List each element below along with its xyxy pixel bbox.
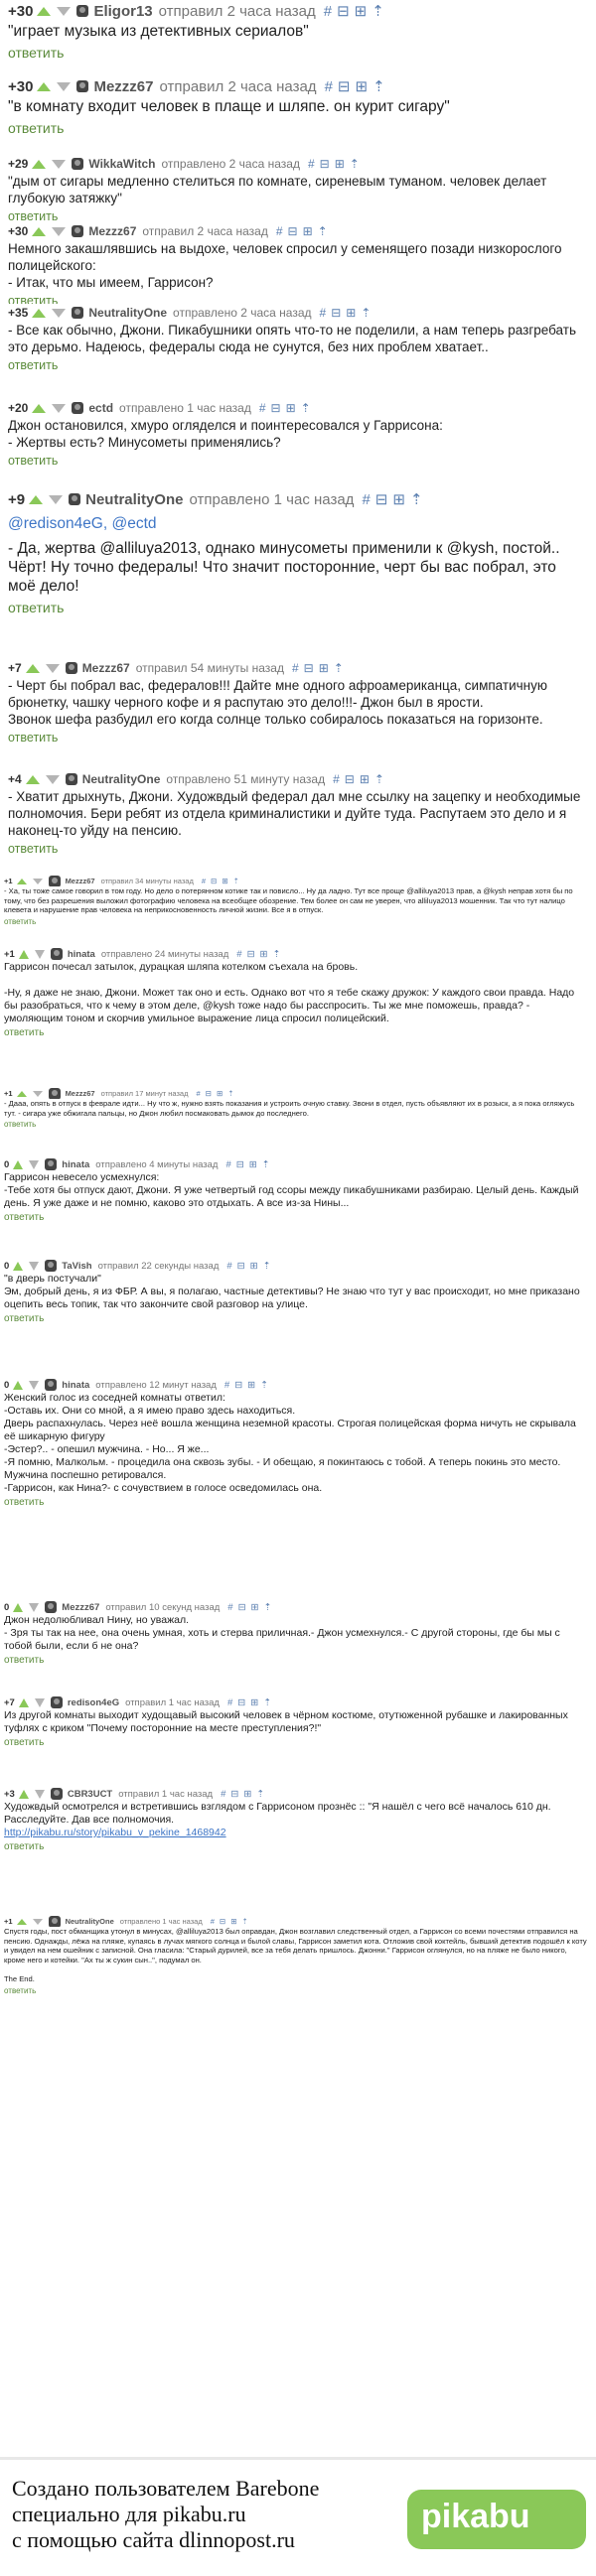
minus-box-icon[interactable]: ⊟ — [235, 1158, 244, 1170]
upvote-icon[interactable] — [13, 1603, 23, 1612]
rating-value: 0 — [4, 1379, 10, 1391]
hash-icon[interactable]: # — [201, 877, 207, 885]
username-link[interactable]: Mezzz67 — [88, 224, 137, 238]
username-link[interactable]: WikkaWitch — [88, 157, 156, 171]
comment-text: Художвдый осмотрелся и встретившись взглядом с Гаррисоном прознёс :: "Я нашёл с чего всё началось 610 дн. Расследуйте. Дав все полномочия. — [4, 1801, 551, 1826]
reply-link[interactable]: ответить — [4, 1313, 45, 1324]
up-arrow-icon[interactable]: ⇡ — [262, 1260, 271, 1272]
reply-link[interactable]: ответить — [4, 1027, 45, 1038]
avatar[interactable] — [49, 876, 61, 886]
comment-text: Джон недолюбливал Нину, но уважал. - Зря ты так на нее, она очень умная, хоть и стерва приличная.- Джон усмехнулся.- С другой стороны, где бы мы с тобой были, если б не она? — [4, 1614, 560, 1652]
comment-header — [4, 1259, 588, 1273]
hash-icon[interactable]: # — [333, 772, 340, 786]
comment-text: Гаррисон невесело усмехнулся: -Тебе хотя бы отпуск дают, Джони. Я уже четвертый год ссоры между пикабушниками разбираю. Целый день. Каждый день. Я уже даже и не помню, каково это отдыхать. А все из-за Нины... — [4, 1171, 579, 1209]
avatar[interactable] — [66, 662, 77, 674]
avatar[interactable] — [51, 948, 63, 960]
comment-text: - Ха, ты тоже самое говорил в том году. Но дело о потерянном котике так и повисло... Ну да ладно. Тут все проще @alliluya2013 прав, а @kysh неправ хотя бы по тому, что без разрешения выложил фотографию человека на всеобщее обозрение. Тем более он сам не уверен, что alliluya2013 мошенник. Так что тут налицо клевета и нарушение прав человека на неприкосновенность личной жизни. Все я в отпуск. — [4, 886, 573, 915]
rating-value: +1 — [4, 1917, 13, 1926]
save-icon[interactable]: ⊞ — [354, 3, 368, 20]
avatar[interactable] — [66, 773, 77, 785]
username-link[interactable]: NeutralityOne — [88, 306, 168, 320]
save-icon[interactable]: ⊞ — [222, 877, 228, 885]
save-icon[interactable]: ⊞ — [285, 401, 296, 415]
minus-box-icon[interactable]: ⊟ — [230, 1788, 239, 1800]
comment — [0, 947, 596, 1088]
minus-box-icon[interactable]: ⊟ — [219, 1917, 226, 1926]
up-arrow-icon[interactable]: ⇡ — [263, 1696, 272, 1708]
comment-time: отправил 34 минуты назад — [100, 877, 194, 885]
comment-time: отправил 2 часа назад — [159, 77, 317, 95]
save-icon[interactable]: ⊞ — [318, 661, 329, 675]
reply-link[interactable]: ответить — [4, 1120, 37, 1130]
rating-value: 0 — [4, 1158, 10, 1170]
up-arrow-icon[interactable]: ⇡ — [300, 401, 311, 415]
upvote-icon[interactable] — [19, 950, 29, 959]
hash-icon[interactable]: # — [196, 1089, 201, 1098]
save-icon[interactable]: ⊞ — [355, 78, 369, 95]
reply-link[interactable]: ответить — [8, 842, 59, 856]
comment — [0, 488, 596, 659]
avatar[interactable] — [45, 1158, 57, 1170]
comment — [0, 770, 596, 876]
avatar[interactable] — [51, 1696, 63, 1708]
minus-box-icon[interactable]: ⊟ — [303, 661, 314, 675]
rating-value: +7 — [8, 661, 22, 675]
comment-text: - Да, жертва @alliluya2013, однако минусометы применили к @kysh, постой.. Чёрт! Ну точно федералы! Что значит посторонние, черт бы вас побрал, это моё дело! — [8, 540, 560, 595]
reply-link[interactable]: ответить — [8, 294, 59, 304]
comment — [0, 1088, 596, 1157]
minus-box-icon[interactable]: ⊟ — [246, 948, 255, 960]
upvote-icon[interactable] — [32, 404, 46, 413]
minus-box-icon[interactable]: ⊟ — [270, 401, 281, 415]
comment — [0, 1378, 596, 1600]
comment-header — [8, 659, 588, 677]
upvote-icon[interactable] — [19, 1790, 29, 1799]
avatar[interactable] — [72, 402, 83, 414]
up-arrow-icon[interactable]: ⇡ — [256, 1788, 265, 1800]
hash-icon[interactable]: # — [221, 1788, 226, 1800]
save-icon[interactable]: ⊞ — [346, 306, 357, 320]
comment-header — [4, 1088, 588, 1099]
comment-header — [8, 488, 588, 510]
username-link[interactable]: CBR3UCT — [67, 1788, 113, 1800]
comment-text: "в дверь постучали" Эм, добрый день, я из ФБР. А вы, я полагаю, частные детективы? Не знаю что тут у вас происходит, но мне приказано оцепить весь топик, так что закончите свой разговор на улице. — [4, 1273, 580, 1310]
rating-value: +4 — [8, 772, 22, 786]
username-link[interactable]: Eligor13 — [93, 2, 153, 20]
comment-time: отправил 17 минут назад — [100, 1089, 189, 1098]
comment-text: - Все как обычно, Джони. Пикабушники опять что-то не поделили, а нам теперь разгребать это дерьмо. Надеюсь, федералы сюда не сунутся, без них проблем хватает.. — [8, 323, 576, 354]
rating-value: 0 — [4, 1601, 10, 1613]
comment-time: отправлено 1 час назад — [189, 490, 355, 508]
upvote-icon[interactable] — [26, 664, 40, 673]
downvote-icon[interactable] — [57, 7, 71, 16]
rating-value: +1 — [4, 1089, 13, 1098]
upvote-icon[interactable] — [17, 1091, 27, 1097]
username-link[interactable]: NeutralityOne — [65, 1917, 114, 1926]
footer-credit: Создано пользователем Barebone специально для pikabu.ru с помощью сайта dlinnopost.ru — [12, 2476, 320, 2552]
comment-text: Джон остановился, хмуро огляделся и поинтересовался у Гаррисона: - Жертвы есть? Минусометы применялись? — [8, 418, 443, 450]
footer — [0, 2457, 596, 2576]
comment — [0, 0, 596, 75]
minus-box-icon[interactable]: ⊟ — [236, 1260, 245, 1272]
up-arrow-icon[interactable]: ⇡ — [373, 772, 384, 786]
reply-link[interactable]: ответить — [4, 1985, 37, 1995]
username-link[interactable]: Mezzz67 — [65, 1089, 95, 1098]
save-icon[interactable]: ⊞ — [243, 1788, 252, 1800]
rating-value: +3 — [4, 1788, 15, 1800]
minus-box-icon[interactable]: ⊟ — [237, 1601, 246, 1613]
username-link[interactable]: Mezzz67 — [62, 1601, 100, 1613]
comment — [0, 876, 596, 947]
comment-time: отправил 10 секунд назад — [105, 1601, 221, 1613]
upvote-icon[interactable] — [19, 1698, 29, 1707]
pikabu-logo — [407, 2490, 586, 2549]
comment-header — [8, 770, 588, 788]
comment-text: "в комнату входит человек в плаще и шляпе. он курит сигару" — [8, 98, 450, 115]
rating-value: +35 — [8, 306, 29, 320]
save-icon[interactable]: ⊞ — [249, 1260, 258, 1272]
rating-value: +1 — [4, 877, 13, 885]
comment — [0, 1259, 596, 1378]
comment-link[interactable]: http://pikabu.ru/story/pikabu_v_pekine_1468942 — [4, 1827, 226, 1838]
up-arrow-icon[interactable]: ⇡ — [333, 661, 344, 675]
comment-header — [4, 1916, 588, 1927]
username-link[interactable]: Mezzz67 — [81, 661, 130, 675]
comment-text: Немного закашлявшись на выдохе, человек спросил у семенящего позади низкорослого полицейского: - Итак, что мы имеем, Гаррисон? — [8, 241, 562, 290]
avatar[interactable] — [72, 158, 83, 170]
up-arrow-icon[interactable]: ⇡ — [227, 1089, 234, 1098]
up-arrow-icon[interactable]: ⇡ — [241, 1917, 248, 1926]
avatar[interactable] — [49, 1088, 61, 1099]
downvote-icon[interactable] — [29, 1603, 39, 1612]
downvote-icon[interactable] — [46, 664, 60, 673]
rating-value: +7 — [4, 1696, 15, 1708]
save-icon[interactable]: ⊞ — [216, 1089, 224, 1098]
avatar[interactable] — [45, 1379, 57, 1391]
downvote-icon[interactable] — [57, 82, 71, 91]
up-arrow-icon[interactable]: ⇡ — [361, 306, 372, 320]
upvote-icon[interactable] — [17, 1919, 27, 1925]
comment-header — [4, 1787, 588, 1801]
comment-time: отправил 54 минуты назад — [135, 661, 284, 675]
upvote-icon[interactable] — [13, 1160, 23, 1169]
username-link[interactable]: hinata — [62, 1379, 90, 1391]
comment-time: отправлено 1 час назад — [119, 401, 251, 415]
comment — [0, 75, 596, 155]
upvote-icon[interactable] — [32, 309, 46, 318]
minus-box-icon[interactable]: ⊟ — [331, 306, 342, 320]
downvote-icon[interactable] — [52, 160, 66, 169]
downvote-icon[interactable] — [52, 404, 66, 413]
rating-value: +9 — [8, 490, 26, 508]
comment — [0, 1695, 596, 1787]
comment-header — [8, 222, 588, 240]
hash-icon[interactable]: # — [225, 1158, 231, 1170]
minus-box-icon[interactable]: ⊟ — [205, 1089, 212, 1098]
hash-icon[interactable]: # — [224, 1379, 230, 1391]
reply-link[interactable]: ответить — [8, 120, 65, 136]
save-icon[interactable]: ⊞ — [259, 948, 268, 960]
up-arrow-icon[interactable]: ⇡ — [261, 1158, 270, 1170]
up-arrow-icon[interactable]: ⇡ — [409, 491, 423, 508]
comment-header — [8, 304, 588, 322]
username-link[interactable]: hinata — [62, 1158, 90, 1170]
downvote-icon[interactable] — [33, 879, 43, 884]
comment-header — [4, 1695, 588, 1709]
comment-text: - Черт бы побрал вас, федералов!!! Дайте мне одного афроамериканца, симпатичную брюнетку, чашку черного кофе и я распутаю это дело!!!- Джон был в ярости. Звонок шефа разбудил его когда солнце только собиралось показаться на горизонте. — [8, 678, 547, 727]
comment — [0, 155, 596, 222]
save-icon[interactable]: ⊞ — [247, 1379, 256, 1391]
minus-box-icon[interactable]: ⊟ — [337, 3, 350, 20]
comment-time: отправил 1 час назад — [125, 1696, 220, 1708]
rating-value: +30 — [8, 77, 34, 95]
upvote-icon[interactable] — [32, 227, 46, 236]
up-arrow-icon[interactable]: ⇡ — [272, 948, 281, 960]
reply-link[interactable]: ответить — [4, 1737, 45, 1748]
rating-value: 0 — [4, 1260, 10, 1272]
save-icon[interactable]: ⊞ — [230, 1917, 237, 1926]
downvote-icon[interactable] — [52, 227, 66, 236]
minus-box-icon[interactable]: ⊟ — [234, 1379, 243, 1391]
minus-box-icon[interactable]: ⊟ — [344, 772, 355, 786]
comment — [0, 304, 596, 399]
downvote-icon[interactable] — [29, 1262, 39, 1271]
comment — [0, 659, 596, 770]
upvote-icon[interactable] — [37, 7, 51, 16]
upvote-icon[interactable] — [13, 1262, 23, 1271]
comment — [0, 1157, 596, 1259]
upvote-icon[interactable] — [32, 160, 46, 169]
avatar[interactable] — [45, 1601, 57, 1613]
comment-header — [4, 947, 588, 961]
username-link[interactable]: hinata — [67, 948, 95, 960]
save-icon[interactable]: ⊞ — [250, 1696, 259, 1708]
save-icon[interactable]: ⊞ — [302, 224, 313, 238]
hash-icon[interactable]: # — [323, 2, 333, 20]
hash-icon[interactable]: # — [226, 1696, 233, 1708]
hash-icon[interactable]: # — [319, 306, 327, 320]
avatar[interactable] — [51, 1788, 63, 1800]
save-icon[interactable]: ⊞ — [250, 1601, 259, 1613]
comment-header — [4, 1378, 588, 1392]
up-arrow-icon[interactable]: ⇡ — [260, 1379, 269, 1391]
comment-text: Гаррисон почесал затылок, дурацкая шляпа котелком съехала на бровь. -Ну, я даже не знаю, Джони. Может так оно и есть. Однако вот что я тебе скажу дружок: У каждого свои правда. Надо бы разобраться, что к чему в этом деле, @kysh тоже надо бы расспросить. Ты же мне поможешь, правда? - умоляющим тоном и скорчив умильное выражение лица спросил полицейский. — [4, 961, 575, 1024]
save-icon[interactable]: ⊞ — [359, 772, 370, 786]
avatar[interactable] — [76, 80, 88, 92]
hash-icon[interactable]: # — [324, 77, 333, 95]
comment-text: Женский голос из соседней комнаты ответил: -Оставь их. Они со мной, а я имею право здесь находиться. Дверь распахнулась. Через неё вошла женщина неземной красоты. Строгая полицейская форма ничуть не скрывала её шикарную фигуру -Эстер?.. - опешил мужчина. - Но... Я же... -Я помню, Малкольм. - процедила она сквозь зубы. - И обещаю, я покинтаюсь с тобой. А теперь покинь это место. Мужчина поспешно ретировался. -Гаррисон, как Нина?- с сочувствием в голосе осведомилась она. — [4, 1392, 576, 1494]
upvote-icon[interactable] — [29, 495, 43, 504]
avatar[interactable] — [45, 1260, 57, 1272]
up-arrow-icon[interactable]: ⇡ — [317, 224, 328, 238]
comment-time: отправлено 24 минуты назад — [100, 948, 229, 960]
avatar[interactable] — [49, 1916, 61, 1927]
upvote-icon[interactable] — [37, 82, 51, 91]
downvote-icon[interactable] — [46, 775, 60, 784]
up-arrow-icon[interactable]: ⇡ — [372, 78, 385, 95]
comment — [0, 1916, 596, 2457]
downvote-icon[interactable] — [29, 1160, 39, 1169]
comment-time: отправлено 2 часа назад — [161, 157, 300, 171]
comment-header — [8, 155, 588, 173]
username-link[interactable]: TaVish — [62, 1260, 92, 1272]
username-link[interactable]: ectd — [88, 401, 114, 415]
comment-time: отправил 2 часа назад — [142, 224, 268, 238]
comment-header — [4, 876, 588, 886]
avatar[interactable] — [69, 493, 80, 505]
minus-box-icon[interactable]: ⊟ — [211, 877, 218, 885]
rating-value: +20 — [8, 401, 29, 415]
comment-text: "дым от сигары медленно стелиться по комнате, сиреневым туманом. человек делает глубокую затяжку" — [8, 174, 547, 205]
reply-link[interactable]: ответить — [4, 1497, 45, 1508]
downvote-icon[interactable] — [29, 1381, 39, 1390]
comment-time: отправил 22 секунды назад — [97, 1260, 220, 1272]
comment — [0, 1600, 596, 1695]
hash-icon[interactable]: # — [227, 1601, 233, 1613]
reply-link[interactable]: ответить — [8, 45, 65, 61]
downvote-icon[interactable] — [52, 309, 66, 318]
hash-icon[interactable]: # — [362, 490, 371, 508]
comment-text: Спустя годы, пост обманщика утонул в минусах, @alliluya2013 был оправдан, Джон возглавил следственный отдел, а Гаррисон со всеми почестями отправился на пенсию. Однажды, лёжа на пляже, купаясь в лучах мягкого солнца и былой славы, Гаррисон заметил кота. Отложив свой коктейль, бывший детектив подошёл к коту и увидел на нем ошейник с записной. Она гласила: "Старый дурилей, все за тебя делать пришлось. Джонни." Гаррисон оглянулся, но на пляже не было никого, кроме него и котейки. "Ах ты ж сукин сын..", подумал он. The End. — [4, 1927, 587, 1983]
hash-icon[interactable]: # — [307, 157, 315, 171]
save-icon[interactable]: ⊞ — [392, 491, 405, 508]
minus-box-icon[interactable]: ⊟ — [319, 157, 330, 171]
comment-header — [4, 1600, 588, 1614]
minus-box-icon[interactable]: ⊟ — [374, 491, 388, 508]
comment — [0, 1787, 596, 1916]
username-link[interactable]: NeutralityOne — [81, 772, 161, 786]
comment-time: отправлено 1 час назад — [119, 1917, 203, 1926]
comment-mentions[interactable]: @redison4eG, @ectd — [8, 515, 157, 532]
up-arrow-icon[interactable]: ⇡ — [349, 157, 360, 171]
downvote-icon[interactable] — [35, 950, 45, 959]
hash-icon[interactable]: # — [258, 401, 266, 415]
rating-value: +30 — [8, 224, 29, 238]
comment-text: - Хватит дрыхнуть, Джони. Художвдый федерал дал мне ссылку на зацепку и необходимые полномочия. Бери ребят из отдела криминалистики и дуйте туда. Распутаем это дело и я наконец-то уйду на пенсию. — [8, 789, 581, 838]
comment — [0, 222, 596, 304]
hash-icon[interactable]: # — [226, 1260, 232, 1272]
reply-link[interactable]: ответить — [4, 1212, 45, 1223]
downvote-icon[interactable] — [33, 1919, 43, 1925]
username-link[interactable]: Mezzz67 — [65, 877, 95, 885]
comment-time: отправлено 4 минуты назад — [95, 1158, 219, 1170]
comment — [0, 399, 596, 488]
up-arrow-icon[interactable]: ⇡ — [232, 877, 239, 885]
reply-link[interactable]: ответить — [4, 916, 37, 926]
upvote-icon[interactable] — [17, 879, 27, 884]
save-icon[interactable]: ⊞ — [248, 1158, 257, 1170]
minus-box-icon[interactable]: ⊟ — [337, 78, 351, 95]
comment-text: "играет музыка из детективных сериалов" — [8, 23, 309, 40]
comment-time: отправлено 2 часа назад — [173, 306, 312, 320]
minus-box-icon[interactable]: ⊟ — [237, 1696, 246, 1708]
reply-link[interactable]: ответить — [8, 209, 59, 222]
comment-text: Из другой комнаты выходит худощавый высокий человек в чёрном костюме, отутюженной рубашке и лакированных туфлях с криком "Почему посторонние на месте преступления?!" — [4, 1709, 568, 1734]
avatar[interactable] — [72, 225, 83, 237]
comment-header — [8, 75, 588, 97]
upvote-icon[interactable] — [26, 775, 40, 784]
username-link[interactable]: Mezzz67 — [93, 77, 154, 95]
comment-header — [4, 1157, 588, 1171]
username-link[interactable]: redison4eG — [67, 1696, 120, 1708]
upvote-icon[interactable] — [13, 1381, 23, 1390]
up-arrow-icon[interactable]: ⇡ — [372, 3, 384, 20]
comment-header — [8, 0, 588, 22]
avatar[interactable] — [76, 5, 88, 17]
reply-link[interactable]: ответить — [4, 1655, 45, 1666]
logo-text: pikabu — [421, 2498, 530, 2535]
reply-link[interactable]: ответить — [8, 731, 59, 745]
reply-link[interactable]: ответить — [8, 358, 59, 372]
up-arrow-icon[interactable]: ⇡ — [263, 1601, 272, 1613]
hash-icon[interactable]: # — [210, 1917, 215, 1926]
hash-icon[interactable]: # — [291, 661, 299, 675]
comment-time: отправлено 12 минут назад — [95, 1379, 217, 1391]
reply-link[interactable]: ответить — [8, 600, 65, 615]
hash-icon[interactable]: # — [275, 224, 283, 238]
save-icon[interactable]: ⊞ — [334, 157, 345, 171]
avatar[interactable] — [72, 307, 83, 319]
username-link[interactable]: NeutralityOne — [85, 490, 184, 508]
rating-value: +30 — [8, 2, 34, 20]
downvote-icon[interactable] — [35, 1698, 45, 1707]
downvote-icon[interactable] — [35, 1790, 45, 1799]
rating-value: +29 — [8, 157, 29, 171]
comment-header — [8, 399, 588, 417]
downvote-icon[interactable] — [49, 495, 63, 504]
comment-text: - Дааа, опять в отпуск в феврале идти... Ну что ж, нужно взять показания и устроить очную ставку. Звони в отдел, пусть объявляют их в розыск, а я пока огляжусь тут. - сигара уже обжигала пальцы, но Джон любил посмаковать дымок до последнего. — [4, 1099, 575, 1118]
comment-time: отправлено 51 минуту назад — [166, 772, 326, 786]
minus-box-icon[interactable]: ⊟ — [287, 224, 298, 238]
rating-value: +1 — [4, 948, 15, 960]
comment-time: отправил 1 час назад — [118, 1788, 214, 1800]
comment-time: отправил 2 часа назад — [158, 2, 316, 20]
reply-link[interactable]: ответить — [8, 454, 59, 468]
reply-link[interactable]: ответить — [4, 1841, 45, 1852]
downvote-icon[interactable] — [33, 1091, 43, 1097]
hash-icon[interactable]: # — [236, 948, 242, 960]
